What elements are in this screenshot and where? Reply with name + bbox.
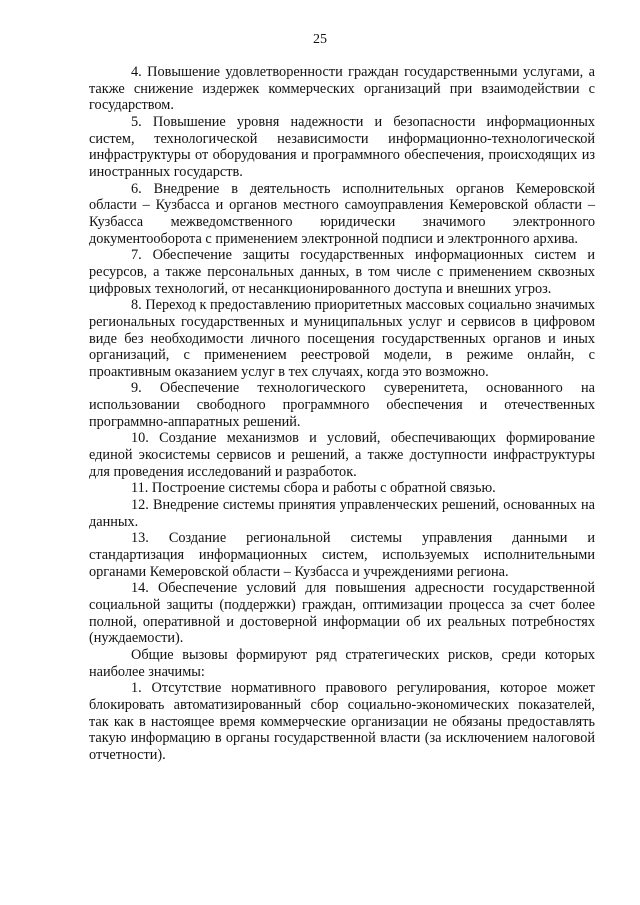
paragraph: 10. Создание механизмов и условий, обеспечивающих формирование единой экосистемы сервисов и решений, а также доступности инфраструктуры для проведения исследований и разработок. xyxy=(89,430,595,480)
paragraph: 14. Обеспечение условий для повышения адресности государственной социальной защиты (поддержки) граждан, оптимизации процесса за счет более полной, оперативной и достоверной информации об их реальных потребностях (нуждаемости). xyxy=(89,580,595,647)
paragraph: 12. Внедрение системы принятия управленческих решений, основанных на данных. xyxy=(89,497,595,530)
paragraph: 13. Создание региональной системы управления данными и стандартизация информационных систем, используемых исполнительными органами Кемеровской области – Кузбасса и учреждениями региона. xyxy=(89,530,595,580)
paragraph: 1. Отсутствие нормативного правового регулирования, которое может блокировать автоматизированный сбор социально-экономических показателей, так как в настоящее время коммерческие организации не обязаны предоставлять такую информацию в органы государственной власти (за исключением налоговой отчетности). xyxy=(89,680,595,763)
document-body xyxy=(89,64,595,764)
paragraph: 8. Переход к предоставлению приоритетных массовых социально значимых региональных государственных и муниципальных услуг и сервисов в цифровом виде без необходимости личного посещения государственных органов и иных организаций, с применением реестровой модели, в режиме онлайн, с проактивным оказанием услуг в тех случаях, когда это возможно. xyxy=(89,297,595,380)
page-number: 25 xyxy=(313,32,327,47)
paragraph: 7. Обеспечение защиты государственных информационных систем и ресурсов, а также персональных данных, в том числе с применением сквозных цифровых технологий, от несанкционированного доступа и внешних угроз. xyxy=(89,247,595,297)
paragraph: 11. Построение системы сбора и работы с обратной связью. xyxy=(131,480,496,497)
paragraph: 9. Обеспечение технологического суверенитета, основанного на использовании свободного программного обеспечения и отечественных программно-аппаратных решений. xyxy=(89,380,595,430)
paragraph: 5. Повышение уровня надежности и безопасности информационных систем, технологической независимости информационно-технологической инфраструктуры от оборудования и программного обеспечения, происходящих из иностранных государств. xyxy=(89,113,595,180)
paragraph: Общие вызовы формируют ряд стратегических рисков, среди которых наиболее значимы: xyxy=(89,646,595,680)
paragraph: 6. Внедрение в деятельность исполнительных органов Кемеровской области – Кузбасса и органов местного самоуправления Кемеровской области – Кузбасса межведомственного юридически значимого электронного документооборота с применением электронной подписи и электронного архива. xyxy=(89,180,595,247)
paragraph: 4. Повышение удовлетворенности граждан государственными услугами, а также снижение издержек коммерческих организаций при взаимодействии с государством. xyxy=(89,64,595,114)
